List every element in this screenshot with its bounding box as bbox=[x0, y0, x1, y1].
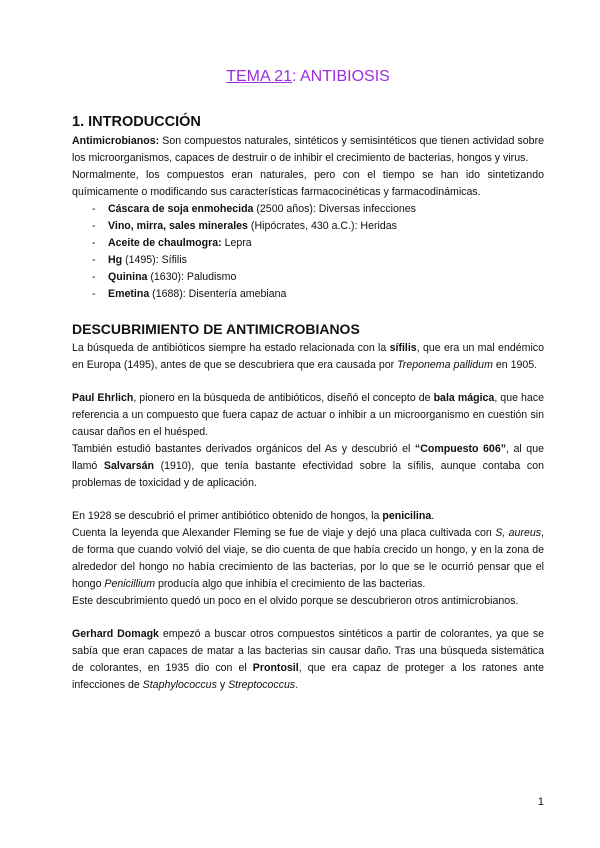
title-topic-link[interactable]: TEMA 21 bbox=[226, 68, 292, 85]
paragraph-salvarsan: También estudió bastantes derivados orgánicos del As y descubrió el “Compuesto 606”, al que llamó Salvarsán (1910), que tenía bastante efectividad sobre la sífilis, aunque contaba con problemas de toxicidad y de aplicación. bbox=[72, 443, 545, 489]
paragraph-olvido: Este descubrimiento quedó un poco en el olvido porque se descubrieron otros antimicrobianos. bbox=[72, 595, 519, 607]
section-heading-descubrimiento: DESCUBRIMIENTO DE ANTIMICROBIANOS bbox=[72, 321, 360, 337]
list-item: - Hg (1495): Sífilis bbox=[92, 252, 544, 269]
paragraph-ehrlich: Paul Ehrlich, pionero en la búsqueda de antibióticos, diseñó el concepto de bala mágica, que hace referencia a un compuesto que fuera capaz de actuar o inhibir a un microorganismo en cuestión sin causar daños en el huésped. bbox=[72, 392, 544, 438]
section-heading-introduccion: 1. INTRODUCCIÓN bbox=[72, 114, 201, 130]
paragraph-fleming: Cuenta la leyenda que Alexander Fleming se fue de viaje y dejó una placa cultivada con S, aureus, de forma que cuando volvió del viaje, se dio cuenta de que había crecido un hongo, y en la zona de alrededor del hongo no había crecimiento de las bacterias, por lo que se le ocurrió pensar que el hongo Penicillium producía algo que inhibía el crecimiento de las bacterias. bbox=[72, 527, 544, 590]
list-item: - Vino, mirra, sales minerales (Hipócrates, 430 a.C.): Heridas bbox=[92, 218, 544, 235]
history-list bbox=[72, 201, 544, 303]
paragraph-sifilis: La búsqueda de antibióticos siempre ha estado relacionada con la sífilis, que era un mal endémico en Europa (1495), antes de que se descubriera que era causada por Treponema pallidum en 1905. bbox=[72, 342, 544, 371]
paragraph-normalmente: Normalmente, los compuestos eran naturales, pero con el tiempo se han ido sintetizando químicamente o modificando sus características farmacocinéticas y farmacodinámicas. bbox=[72, 169, 544, 198]
list-item: - Cáscara de soja enmohecida (2500 años): Diversas infecciones bbox=[92, 201, 544, 218]
paragraph-penicilina: En 1928 se descubrió el primer antibiótico obtenido de hongos, la penicilina. bbox=[72, 510, 435, 522]
list-item: - Quinina (1630): Paludismo bbox=[92, 269, 544, 286]
paragraph-domagk: Gerhard Domagk empezó a buscar otros compuestos sintéticos a partir de colorantes, ya que se sabía que eran capaces de matar a las bacterias sin causar daño. Tras una búsqueda sistemática de colorantes, en 1935 dio con el Prontosil, que era capaz de proteger a los ratones ante infecciones de Staphylococcus y Streptococcus. bbox=[72, 628, 545, 691]
title-subject: : ANTIBIOSIS bbox=[292, 68, 390, 85]
list-item: - Aceite de chaulmogra: Lepra bbox=[92, 235, 544, 252]
list-item: - Emetina (1688): Disentería amebiana bbox=[92, 286, 544, 303]
paragraph-antimicrobianos: Antimicrobianos: Son compuestos naturales, sintéticos y semisintéticos que tienen actividad sobre los microorganismos, capaces de destruir o de inhibir el crecimiento de bacterias, hongos y virus. bbox=[72, 135, 544, 164]
document-title bbox=[72, 68, 544, 86]
page-number: 1 bbox=[537, 796, 544, 808]
